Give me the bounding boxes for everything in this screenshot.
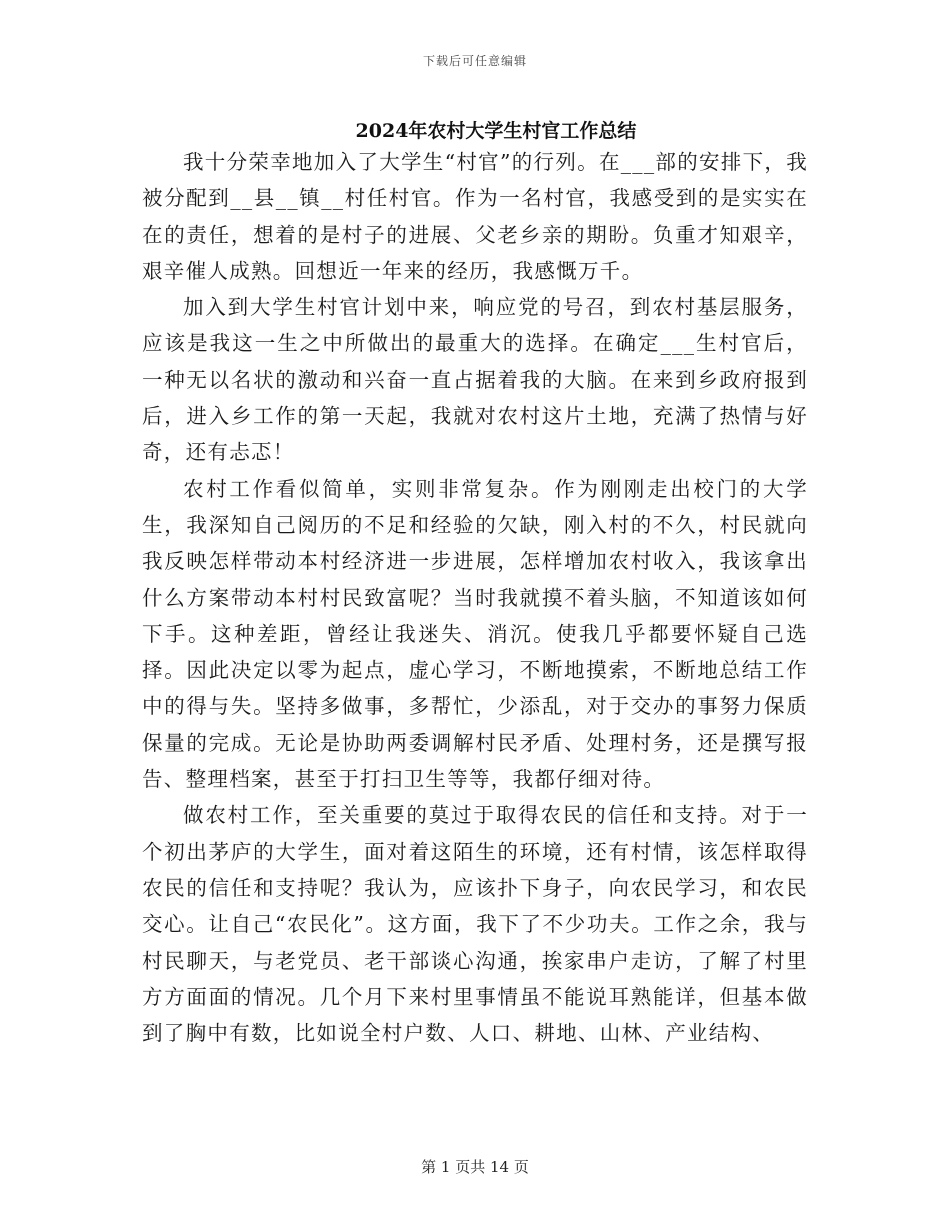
paragraph-1: 我十分荣幸地加入了大学生“村官”的行列。在___部的安排下，我被分配到__县__镇__村任村官。作为一名村官，我感受到的是实实在在的责任，想着的是村子的进展、父老乡亲的期盼。负重才知艰辛，艰辛催人成熟。回想近一年来的经历，我感慨万千。 [142,150,809,283]
document-body [142,144,808,1051]
page-number: 第 1 页共 14 页 [421,1158,529,1176]
paragraph-4: 做农村工作，至关重要的莫过于取得农民的信任和支持。对于一个初出茅庐的大学生，面对着这陌生的环境，还有村情，该怎样取得农民的信任和支持呢？我认为，应该扑下身子，向农民学习，和农民交心。让自己“农民化”。这方面，我下了不少功夫。工作之余，我与村民聊天，与老党员、老干部谈心沟通，挨家串户走访，了解了村里方方面面的情况。几个月下来村里事情虽不能说耳熟能详，但基本做到了胸中有数，比如说全村户数、人口、耕地、山林、产业结构、 [142,803,808,1046]
document-title: 2024年农村大学生村官工作总结 [355,120,637,142]
page-header-note: 下载后可任意编辑 [422,54,527,68]
paragraph-2: 加入到大学生村官计划中来，响应党的号召，到农村基层服务，应该是我这一生之中所做出的最重大的选择。在确定___生村官后，一种无以名状的激动和兴奋一直占据着我的大脑。在来到乡政府报到后，进入乡工作的第一天起，我就对农村这片土地，充满了热情与好奇，还有忐忑！ [142,295,808,465]
paragraph-3: 农村工作看似简单，实则非常复杂。作为刚刚走出校门的大学生，我深知自己阅历的不足和经验的欠缺，刚入村的不久，村民就向我反映怎样带动本村经济进一步进展，怎样增加农村收入，我该拿出什么方案带动本村村民致富呢？当时我就摸不着头脑，不知道该如何下手。这种差距，曾经让我迷失、消沉。使我几乎都要怀疑自己选择。因此决定以零为起点，虚心学习，不断地摸索，不断地总结工作中的得与失。坚持多做事，多帮忙，少添乱，对于交办的事努力保质保量的完成。无论是协助两委调解村民矛盾、处理村务，还是撰写报告、整理档案，甚至于打扫卫生等等，我都仔细对待。 [142,476,808,792]
